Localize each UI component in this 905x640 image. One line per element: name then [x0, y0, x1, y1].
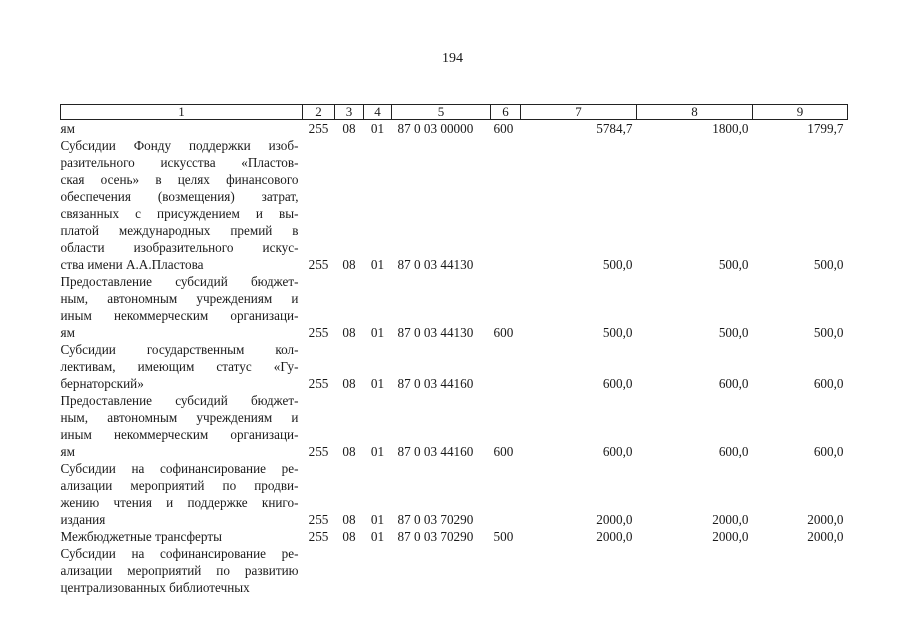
- table-row: [61, 392, 848, 460]
- ministry-code: 255: [308, 325, 329, 340]
- column-number: 9: [753, 105, 848, 120]
- subsection-code: 01: [370, 529, 385, 544]
- ministry-code: 255: [308, 444, 329, 459]
- ministry-code: 255: [308, 376, 329, 391]
- amount-col9: 500,0: [813, 257, 844, 272]
- amount-col8: 1800,0: [712, 121, 749, 136]
- table-row: [61, 273, 848, 341]
- column-number-row: [61, 105, 848, 120]
- expense-type-code: [491, 460, 521, 528]
- section-code: 08: [342, 257, 356, 272]
- item-name: [61, 137, 303, 273]
- column-number: 6: [491, 105, 521, 120]
- item-name-line: Субсидии на софинансирование ре-: [60, 546, 299, 561]
- amount-col8: 600,0: [718, 376, 749, 391]
- item-name-line: области изобразительного искус-: [60, 240, 299, 255]
- target-article-code: [392, 545, 491, 596]
- ministry-code: 255: [308, 257, 329, 272]
- amount-col7: 500,0: [602, 325, 633, 340]
- expense-type-code: 600: [493, 444, 514, 459]
- table-row: [61, 460, 848, 528]
- page-number: 194: [442, 51, 463, 66]
- amount-col7: 500,0: [602, 257, 633, 272]
- budget-table: [60, 104, 848, 596]
- item-name-line: ным, автономным учреждениям и: [60, 291, 299, 306]
- item-name-line: иным некоммерческим организаци-: [60, 427, 299, 442]
- section-code: 08: [342, 529, 356, 544]
- amount-col9: [753, 545, 848, 596]
- item-name-line: лективам, имеющим статус «Гу-: [60, 359, 299, 374]
- item-name-line: разительного искусства «Пластов-: [60, 155, 299, 170]
- item-name: [61, 528, 303, 545]
- section-code: 08: [342, 444, 356, 459]
- table-row: [61, 545, 848, 596]
- column-number: 8: [637, 105, 753, 120]
- item-name-line: бернаторский»: [60, 376, 144, 391]
- expense-type-code: 500: [493, 529, 514, 544]
- column-number: 4: [364, 105, 392, 120]
- item-name-line: иным некоммерческим организаци-: [60, 308, 299, 323]
- item-name: [61, 460, 303, 528]
- section-code: [335, 545, 364, 596]
- target-article-code: 87 0 03 44160: [397, 444, 474, 459]
- amount-col8: 500,0: [718, 257, 749, 272]
- target-article-code: 87 0 03 70290: [397, 512, 474, 527]
- amount-col9: 2000,0: [807, 512, 844, 527]
- item-name-line: ства имени А.А.Пластова: [60, 257, 204, 272]
- item-name-line: централизованных библиотечных: [60, 580, 250, 595]
- target-article-code: 87 0 03 44160: [397, 376, 474, 391]
- subsection-code: 01: [370, 512, 385, 527]
- item-name-line: Субсидии на софинансирование ре-: [60, 461, 299, 476]
- amount-col9: 600,0: [813, 376, 844, 391]
- subsection-code: 01: [370, 257, 385, 272]
- subsection-code: 01: [370, 376, 385, 391]
- section-code: 08: [342, 376, 356, 391]
- item-name-line: ям: [60, 444, 75, 459]
- column-number: 2: [303, 105, 335, 120]
- table-row: [61, 528, 848, 545]
- section-code: 08: [342, 325, 356, 340]
- column-number: 5: [392, 105, 491, 120]
- item-name-line: ным, автономным учреждениям и: [60, 410, 299, 425]
- ministry-code: [303, 545, 335, 596]
- subsection-code: [364, 545, 392, 596]
- amount-col8: 500,0: [718, 325, 749, 340]
- table-row: [61, 341, 848, 392]
- ministry-code: 255: [308, 529, 329, 544]
- column-number: 3: [335, 105, 364, 120]
- expense-type-code: [491, 137, 521, 273]
- table-row: [61, 137, 848, 273]
- section-code: 08: [342, 121, 356, 136]
- amount-col7: 2000,0: [596, 529, 633, 544]
- item-name-line: Субсидии государственным кол-: [60, 342, 299, 357]
- expense-type-code: 600: [493, 325, 514, 340]
- target-article-code: 87 0 03 44130: [397, 325, 474, 340]
- item-name: [61, 120, 303, 138]
- amount-col9: 2000,0: [807, 529, 844, 544]
- item-name: [61, 273, 303, 341]
- target-article-code: 87 0 03 00000: [397, 121, 474, 136]
- amount-col9: 600,0: [813, 444, 844, 459]
- item-name-line: ская осень» в целях финансового: [60, 172, 299, 187]
- amount-col8: 600,0: [718, 444, 749, 459]
- item-name-line: ализации мероприятий по продви-: [60, 478, 299, 493]
- item-name-line: связанных с присуждением и вы-: [60, 206, 299, 221]
- item-name-line: издания: [60, 512, 106, 527]
- column-number: 1: [61, 105, 303, 120]
- item-name-line: ям: [60, 325, 75, 340]
- amount-col8: 2000,0: [712, 529, 749, 544]
- expense-type-code: 600: [493, 121, 514, 136]
- section-code: 08: [342, 512, 356, 527]
- item-name-line: ям: [60, 121, 75, 136]
- amount-col7: 600,0: [602, 376, 633, 391]
- subsection-code: 01: [370, 325, 385, 340]
- item-name-line: обеспечения (возмещения) затрат,: [60, 189, 299, 204]
- amount-col7: 600,0: [602, 444, 633, 459]
- item-name: [61, 341, 303, 392]
- item-name-line: Межбюджетные трансферты: [60, 529, 222, 544]
- item-name-line: Субсидии Фонду поддержки изоб-: [60, 138, 299, 153]
- amount-col8: 2000,0: [712, 512, 749, 527]
- item-name-line: Предоставление субсидий бюджет-: [60, 274, 299, 289]
- amount-col7: [521, 545, 637, 596]
- table-row: [61, 120, 848, 138]
- item-name: [61, 545, 303, 596]
- item-name-line: жению чтения и поддержке книго-: [60, 495, 299, 510]
- item-name-line: ализации мероприятий по развитию: [60, 563, 299, 578]
- amount-col7: 5784,7: [596, 121, 633, 136]
- column-number: 7: [521, 105, 637, 120]
- amount-col8: [637, 545, 753, 596]
- item-name-line: Предоставление субсидий бюджет-: [60, 393, 299, 408]
- item-name: [61, 392, 303, 460]
- amount-col9: 500,0: [813, 325, 844, 340]
- ministry-code: 255: [308, 512, 329, 527]
- expense-type-code: [491, 545, 521, 596]
- subsection-code: 01: [370, 121, 385, 136]
- target-article-code: 87 0 03 70290: [397, 529, 474, 544]
- target-article-code: 87 0 03 44130: [397, 257, 474, 272]
- amount-col7: 2000,0: [596, 512, 633, 527]
- ministry-code: 255: [308, 121, 329, 136]
- subsection-code: 01: [370, 444, 385, 459]
- expense-type-code: [491, 341, 521, 392]
- item-name-line: платой международных премий в: [60, 223, 299, 238]
- amount-col9: 1799,7: [807, 121, 844, 136]
